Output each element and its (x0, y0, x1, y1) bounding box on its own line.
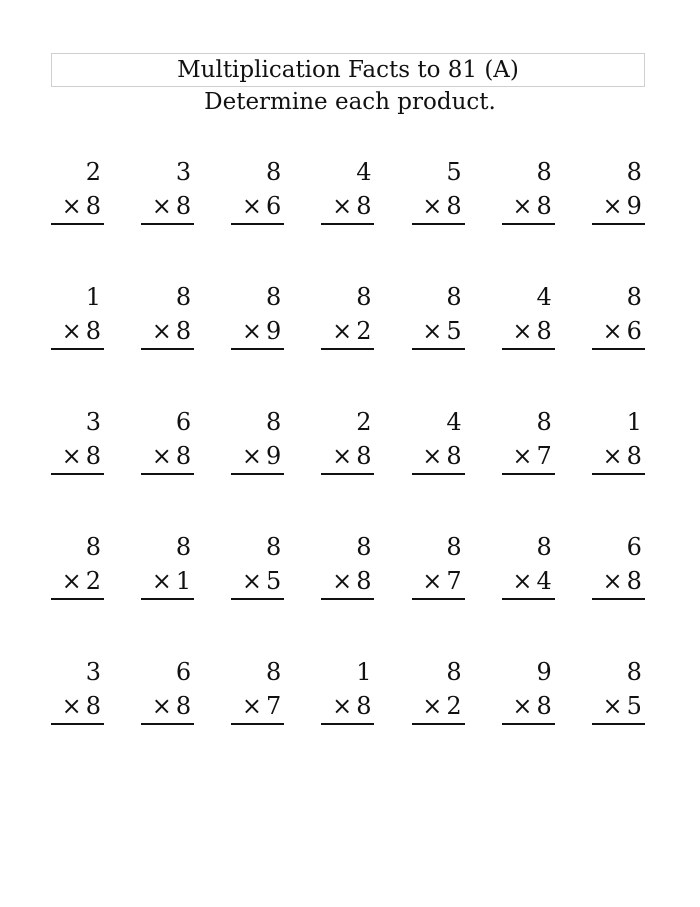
multiplicand: 8 (85, 533, 101, 561)
multiply-sign: × (602, 192, 623, 220)
multiplication-problem (141, 405, 194, 530)
multiplicand: 2 (85, 158, 101, 186)
multiply-sign: × (61, 567, 82, 595)
multiply-sign: × (332, 442, 353, 470)
multiplier-line (502, 314, 555, 350)
problem-row (51, 655, 645, 780)
multiply-sign: × (61, 317, 82, 345)
multiplication-problem (502, 655, 555, 780)
multiply-sign: × (512, 317, 533, 345)
multiplier: 8 (446, 442, 462, 470)
multiply-sign: × (512, 192, 533, 220)
multiplicand: 6 (175, 408, 192, 436)
multiplication-problem (412, 530, 465, 655)
multiplier: 2 (356, 317, 372, 345)
multiplier-line (321, 189, 374, 225)
multiplication-problem (51, 280, 104, 405)
multiplicand: 4 (446, 408, 462, 436)
multiplier: 8 (626, 442, 642, 470)
multiplication-problem (51, 530, 104, 655)
multiplicand: 3 (85, 658, 101, 686)
multiplier-line (592, 189, 645, 225)
multiplier: 8 (175, 192, 192, 220)
multiply-sign: × (422, 317, 443, 345)
multiplicand: 4 (356, 158, 372, 186)
multiplicand: 8 (446, 658, 462, 686)
multiplier: 8 (85, 692, 101, 720)
multiplier: 8 (356, 692, 372, 720)
multiplicand: 8 (266, 408, 282, 436)
multiply-sign: × (61, 192, 82, 220)
multiplier-line (502, 564, 555, 600)
multiplication-problem (502, 280, 555, 405)
multiplication-problem (502, 530, 555, 655)
multiply-sign: × (332, 317, 353, 345)
multiplier: 7 (536, 442, 552, 470)
multiply-sign: × (422, 692, 443, 720)
multiply-sign: × (61, 442, 82, 470)
multiplier-line (321, 439, 374, 475)
multiplication-problem (141, 155, 194, 280)
multiply-sign: × (61, 692, 82, 720)
multiplication-problem (412, 655, 465, 780)
multiplier-line (141, 189, 194, 225)
multiply-sign: × (241, 567, 263, 595)
multiplication-problem (592, 405, 645, 530)
multiplication-problem (592, 655, 645, 780)
multiplication-problem (592, 155, 645, 280)
multiply-sign: × (241, 192, 263, 220)
multiplier-line (592, 439, 645, 475)
multiply-sign: × (151, 192, 172, 220)
multiplier: 4 (536, 567, 552, 595)
multiplicand: 8 (356, 533, 372, 561)
multiplier: 2 (446, 692, 462, 720)
multiplier: 5 (266, 567, 282, 595)
multiplication-problem (502, 405, 555, 530)
multiplication-problem (592, 280, 645, 405)
multiplier-line (502, 439, 555, 475)
multiplier-line (141, 314, 194, 350)
multiplication-problem (141, 280, 194, 405)
multiplicand: 8 (266, 283, 282, 311)
multiplication-problem (51, 155, 104, 280)
multiplier: 8 (85, 192, 101, 220)
multiply-sign: × (151, 317, 172, 345)
multiplication-problem (51, 655, 104, 780)
multiplicand: 8 (626, 283, 642, 311)
multiplication-problem (51, 405, 104, 530)
multiplier: 7 (446, 567, 462, 595)
multiplier-line (502, 689, 555, 725)
multiply-sign: × (602, 317, 623, 345)
multiply-sign: × (602, 692, 623, 720)
multiplier-line (592, 689, 645, 725)
multiplication-problem (141, 530, 194, 655)
problem-grid (51, 155, 645, 780)
multiplier-line (412, 314, 465, 350)
multiply-sign: × (602, 567, 623, 595)
multiplicand: 4 (536, 283, 552, 311)
multiply-sign: × (332, 192, 353, 220)
multiplicand: 2 (356, 408, 372, 436)
multiplier-line (231, 439, 284, 475)
multiplier: 9 (266, 442, 282, 470)
multiplicand: 6 (175, 658, 192, 686)
multiplier: 9 (266, 317, 282, 345)
multiplier: 8 (626, 567, 642, 595)
multiplication-problem (321, 155, 374, 280)
multiplier: 2 (85, 567, 101, 595)
multiplication-problem (412, 280, 465, 405)
problem-row (51, 280, 645, 405)
worksheet-title (51, 53, 645, 87)
multiplier-line (231, 689, 284, 725)
multiplier: 8 (85, 317, 101, 345)
multiplier: 6 (266, 192, 282, 220)
multiplicand: 1 (626, 408, 642, 436)
multiply-sign: × (512, 442, 533, 470)
multiplication-problem (321, 530, 374, 655)
multiply-sign: × (332, 692, 353, 720)
multiplier: 1 (175, 567, 192, 595)
multiply-sign: × (241, 692, 263, 720)
multiplier-line (412, 689, 465, 725)
multiply-sign: × (332, 567, 353, 595)
multiplier: 8 (85, 442, 101, 470)
multiplicand: 8 (356, 283, 372, 311)
multiplicand: 8 (266, 158, 282, 186)
multiplier: 5 (446, 317, 462, 345)
multiply-sign: × (602, 442, 623, 470)
multiplicand: 8 (536, 533, 552, 561)
multiplier-line (141, 564, 194, 600)
multiplier: 8 (356, 442, 372, 470)
multiplication-problem (412, 405, 465, 530)
multiplicand: 3 (175, 158, 192, 186)
multiply-sign: × (422, 192, 443, 220)
multiplicand: 8 (175, 533, 192, 561)
multiplicand: 8 (175, 283, 192, 311)
multiplicand: 8 (536, 158, 552, 186)
multiplication-problem (231, 530, 284, 655)
problem-row (51, 155, 645, 280)
multiplier: 8 (446, 192, 462, 220)
multiply-sign: × (151, 442, 172, 470)
multiply-sign: × (151, 692, 172, 720)
multiplier-line (141, 439, 194, 475)
multiplier-line (321, 564, 374, 600)
multiplicand: 8 (626, 658, 642, 686)
multiplier-line (51, 439, 104, 475)
multiplicand: 1 (356, 658, 372, 686)
multiplication-problem (231, 280, 284, 405)
multiplication-problem (231, 405, 284, 530)
multiplier-line (51, 689, 104, 725)
multiplication-problem (321, 655, 374, 780)
problem-row (51, 530, 645, 655)
multiplier-line (231, 189, 284, 225)
multiplier: 8 (175, 692, 192, 720)
multiply-sign: × (512, 567, 533, 595)
multiplier-line (592, 564, 645, 600)
multiplier-line (231, 564, 284, 600)
multiplier-line (51, 189, 104, 225)
multiplicand: 6 (626, 533, 642, 561)
multiplication-problem (321, 280, 374, 405)
multiply-sign: × (151, 567, 172, 595)
multiplier: 5 (626, 692, 642, 720)
multiplier-line (321, 689, 374, 725)
multiplier: 9 (626, 192, 642, 220)
multiplier: 7 (266, 692, 282, 720)
multiplication-problem (412, 155, 465, 280)
multiplier: 8 (356, 567, 372, 595)
multiply-sign: × (241, 442, 263, 470)
multiplier: 8 (356, 192, 372, 220)
multiplicand: 8 (626, 158, 642, 186)
multiply-sign: × (241, 317, 263, 345)
multiplier-line (412, 439, 465, 475)
multiplier-line (412, 189, 465, 225)
multiplier-line (51, 564, 104, 600)
multiplicand: 8 (266, 533, 282, 561)
multiplier: 6 (626, 317, 642, 345)
multiply-sign: × (512, 692, 533, 720)
multiplicand: 8 (536, 408, 552, 436)
multiplicand: 8 (266, 658, 282, 686)
multiplication-problem (321, 405, 374, 530)
multiplier: 8 (536, 317, 552, 345)
multiplier: 8 (175, 317, 192, 345)
multiplication-problem (231, 655, 284, 780)
multiply-sign: × (422, 567, 443, 595)
worksheet-title-text: Multiplication Facts to 81 (A) (177, 57, 519, 83)
multiplicand: 9 (536, 658, 552, 686)
multiplication-problem (592, 530, 645, 655)
multiplier: 8 (536, 192, 552, 220)
multiplicand: 8 (446, 533, 462, 561)
multiplicand: 5 (446, 158, 462, 186)
multiplication-problem (502, 155, 555, 280)
multiplicand: 1 (85, 283, 101, 311)
multiplicand: 3 (85, 408, 101, 436)
multiplier-line (412, 564, 465, 600)
multiply-sign: × (422, 442, 443, 470)
multiplier: 8 (536, 692, 552, 720)
multiplicand: 8 (446, 283, 462, 311)
multiplication-problem (231, 155, 284, 280)
multiplier: 8 (175, 442, 192, 470)
multiplier-line (592, 314, 645, 350)
multiplier-line (51, 314, 104, 350)
worksheet-instructions: Determine each product. (204, 89, 496, 115)
multiplier-line (141, 689, 194, 725)
multiplication-problem (141, 655, 194, 780)
problem-row (51, 405, 645, 530)
multiplier-line (231, 314, 284, 350)
multiplier-line (502, 189, 555, 225)
multiplier-line (321, 314, 374, 350)
